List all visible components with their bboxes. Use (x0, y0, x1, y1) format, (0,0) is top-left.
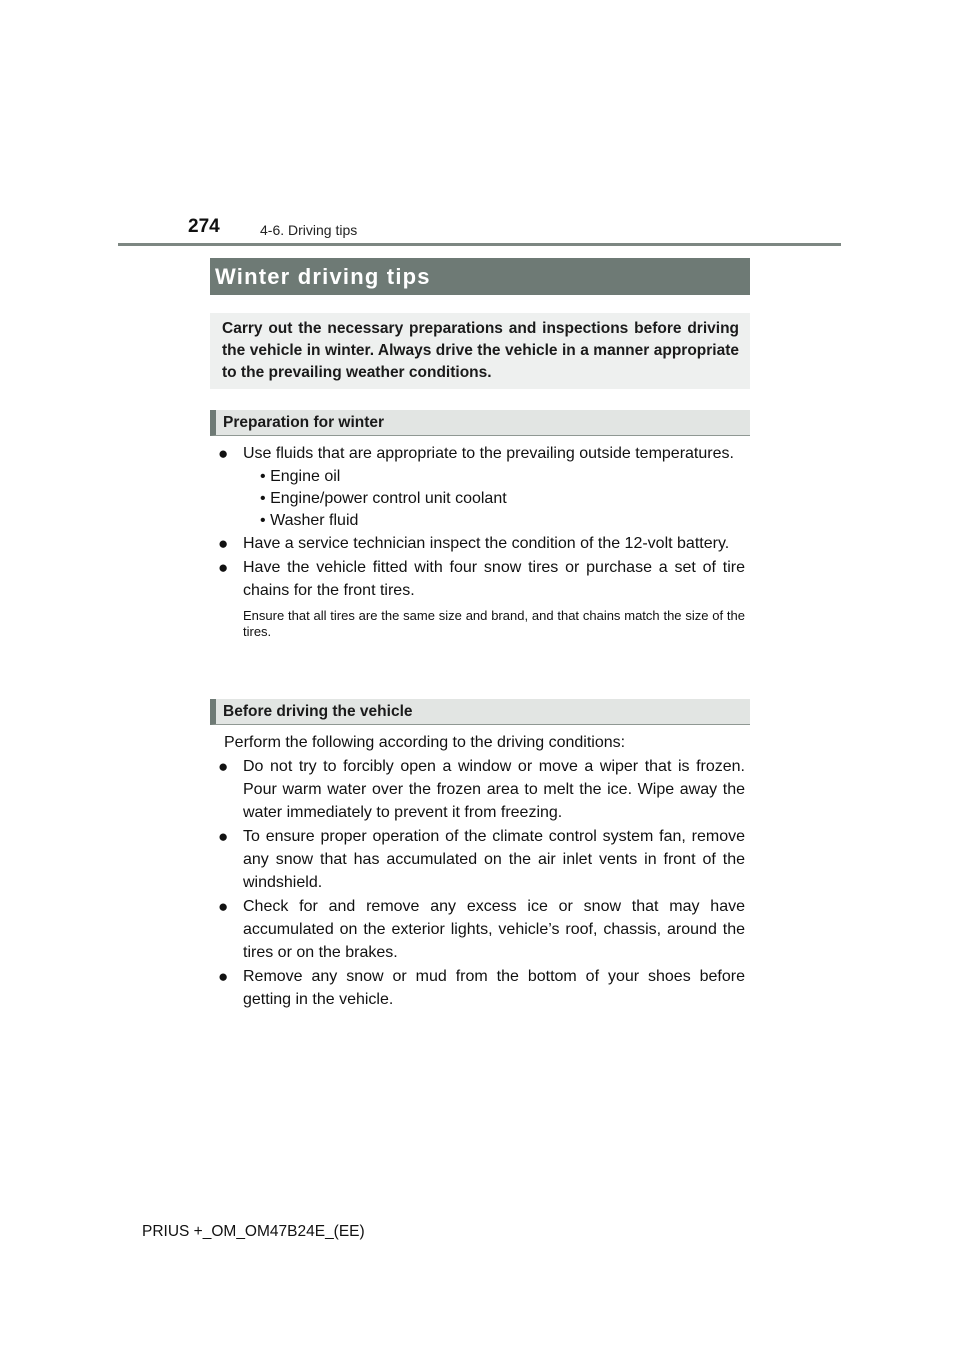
sub-list-item (260, 488, 745, 510)
sub-bullet-icon: • (260, 468, 266, 485)
before-driving-section (218, 731, 745, 1012)
list-item-text: Do not try to forcibly open a window or move a wiper that is frozen. Pour warm water over the frozen area to melt the ice. Wipe away the water immediately to prevent it from freezing. (243, 758, 745, 821)
sub-bullet-icon: • (260, 490, 266, 507)
preparation-section (218, 442, 745, 639)
list-item-text: Check for and remove any excess ice or snow that may have accumulated on the exterior lights, vehicle’s roof, chassis, around the tires or on the brakes. (243, 898, 745, 961)
sub-bullet-icon: • (260, 512, 266, 529)
subheading-preparation (210, 410, 750, 436)
bullet-icon: ● (218, 967, 229, 986)
list-item (218, 755, 745, 824)
sub-list-item-text: Washer fluid (270, 512, 359, 529)
section-reference: 4-6. Driving tips (260, 222, 358, 238)
list-item (218, 825, 745, 894)
bullet-icon: ● (218, 558, 229, 577)
list-item-text: Remove any snow or mud from the bottom of your shoes before getting in the vehicle. (243, 968, 745, 1008)
list-item (218, 442, 745, 465)
list-item-text: To ensure proper operation of the climate control system fan, remove any snow that has accumulated on the air inlet vents in front of the windshield. (243, 828, 745, 891)
intro-text: Carry out the necessary preparations and inspections before driving the vehicle in winter. Always drive the vehicle in a manner appropriate to the prevailing weather conditions. (222, 320, 739, 381)
list-item (218, 965, 745, 1011)
page-title-bar (210, 258, 750, 295)
lead-text: Perform the following according to the driving conditions: (224, 734, 626, 751)
subheading-before-driving-label: Before driving the vehicle (223, 702, 413, 720)
bullet-icon: ● (218, 757, 229, 776)
fluid-list (218, 466, 745, 532)
tire-note: Ensure that all tires are the same size and brand, and that chains match the size of the tires. (243, 608, 745, 639)
sub-list-item-text: Engine/power control unit coolant (270, 490, 507, 507)
bullet-icon: ● (218, 897, 229, 916)
subheading-before-driving (210, 699, 750, 725)
header-divider (118, 243, 841, 246)
page-number: 274 (188, 216, 220, 237)
list-item (218, 532, 745, 555)
sub-list-item (260, 510, 745, 532)
page-title: Winter driving tips (215, 263, 431, 289)
sub-list-item (260, 466, 745, 488)
bullet-icon: ● (218, 444, 229, 463)
document-footer: PRIUS +_OM_OM47B24E_(EE) (142, 1223, 365, 1240)
bullet-icon: ● (218, 827, 229, 846)
list-item (218, 556, 745, 602)
subheading-preparation-label: Preparation for winter (223, 413, 385, 431)
list-item-text: Have a service technician inspect the condition of the 12-volt battery. (243, 535, 730, 552)
bullet-icon: ● (218, 534, 229, 553)
list-item-text: Use fluids that are appropriate to the prevailing outside temperatures. (243, 445, 734, 462)
sub-list-item-text: Engine oil (270, 468, 341, 485)
list-item-text: Have the vehicle fitted with four snow tires or purchase a set of tire chains for the front tires. (243, 559, 745, 599)
list-item (218, 895, 745, 964)
intro-box (210, 313, 750, 389)
